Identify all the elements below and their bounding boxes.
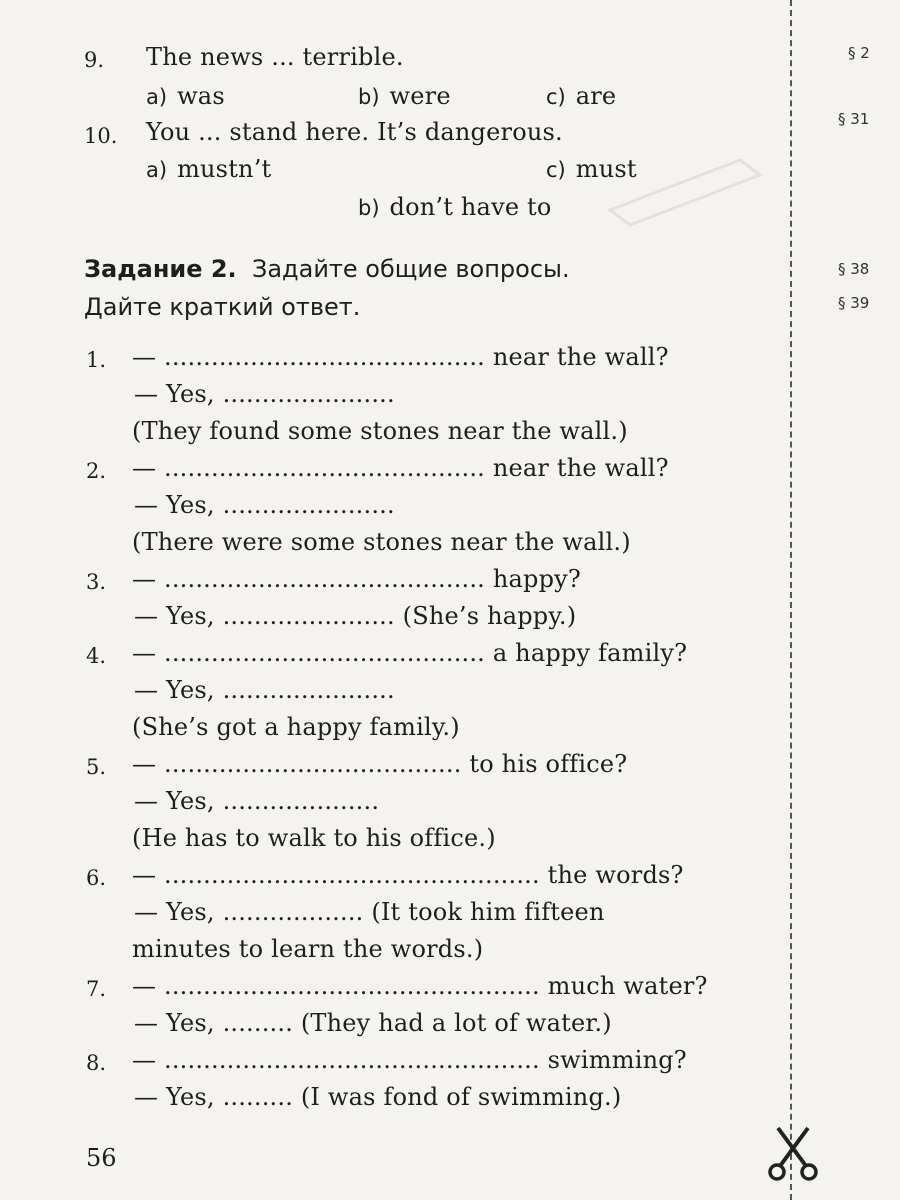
- margin-ref: § 38: [838, 260, 870, 278]
- exercise-line: — Yes, ......................: [134, 676, 395, 704]
- item-number: 6.: [86, 866, 107, 890]
- exercise-line: (She’s got a happy family.): [132, 713, 460, 741]
- item-number: 8.: [86, 1051, 107, 1075]
- exercise-line: — Yes, ...................... (She’s happy.): [134, 602, 577, 630]
- exercise-line: — ................................................ much water?: [132, 972, 708, 1000]
- margin-ref: § 2: [848, 44, 870, 62]
- exercise-line: — ...................................... to his office?: [132, 750, 628, 778]
- task-heading: [84, 255, 570, 283]
- exercise-line: (He has to walk to his office.): [132, 824, 496, 852]
- item-number: 1.: [86, 348, 107, 372]
- item-number: 7.: [86, 977, 107, 1001]
- option-a: [146, 82, 225, 110]
- exercise-line: — Yes, .................. (It took him fifteen: [134, 898, 605, 926]
- option-text: mustn’t: [177, 155, 272, 183]
- option-b: [358, 193, 552, 221]
- exercise-line: — ................................................ swimming?: [132, 1046, 687, 1074]
- item-number: 9.: [84, 48, 105, 72]
- option-c: [546, 82, 616, 110]
- exercise-line: — Yes, ....................: [134, 787, 380, 815]
- scissors-icon: [766, 1124, 820, 1182]
- option-text: are: [575, 82, 617, 110]
- exercise-line: — ................................................ the words?: [132, 861, 684, 889]
- option-text: were: [389, 82, 451, 110]
- exercise-line: (There were some stones near the wall.): [132, 528, 631, 556]
- exercise-line: — ......................................... near the wall?: [132, 343, 669, 371]
- option-c: [546, 155, 637, 183]
- task-instruction-2: Дайте краткий ответ.: [84, 293, 361, 321]
- option-a: [146, 155, 271, 183]
- question-text: You ... stand here. It’s dangerous.: [146, 118, 563, 146]
- exercise-line: — Yes, ......... (They had a lot of water.): [134, 1009, 612, 1037]
- item-number: 10.: [84, 124, 118, 148]
- question-text: The news ... terrible.: [146, 43, 404, 71]
- option-text: was: [177, 82, 225, 110]
- task-instruction: Задайте общие вопросы.: [251, 255, 570, 283]
- exercise-line: — ......................................... a happy family?: [132, 639, 688, 667]
- item-number: 3.: [86, 570, 107, 594]
- option-letter: c): [546, 85, 566, 109]
- option-letter: c): [546, 158, 566, 182]
- option-letter: b): [358, 196, 380, 220]
- exercise-line: — Yes, ......... (I was fond of swimming.): [134, 1083, 622, 1111]
- option-letter: a): [146, 158, 168, 182]
- exercise-line: — Yes, ......................: [134, 380, 395, 408]
- option-text: don’t have to: [389, 193, 552, 221]
- exercise-line: — ......................................... near the wall?: [132, 454, 669, 482]
- exercise-line: minutes to learn the words.): [132, 935, 484, 963]
- page-number: 56: [86, 1144, 117, 1172]
- exercise-line: — ......................................... happy?: [132, 565, 581, 593]
- exercise-line: (They found some stones near the wall.): [132, 417, 628, 445]
- option-text: must: [575, 155, 637, 183]
- margin-ref: § 31: [838, 110, 870, 128]
- task-label: Задание 2.: [84, 255, 237, 283]
- item-number: 5.: [86, 755, 107, 779]
- option-b: [358, 82, 451, 110]
- item-number: 2.: [86, 459, 107, 483]
- margin-ref: § 39: [838, 294, 870, 312]
- exercise-line: — Yes, ......................: [134, 491, 395, 519]
- option-letter: b): [358, 85, 380, 109]
- item-number: 4.: [86, 644, 107, 668]
- option-letter: a): [146, 85, 168, 109]
- cut-line: [790, 0, 792, 1200]
